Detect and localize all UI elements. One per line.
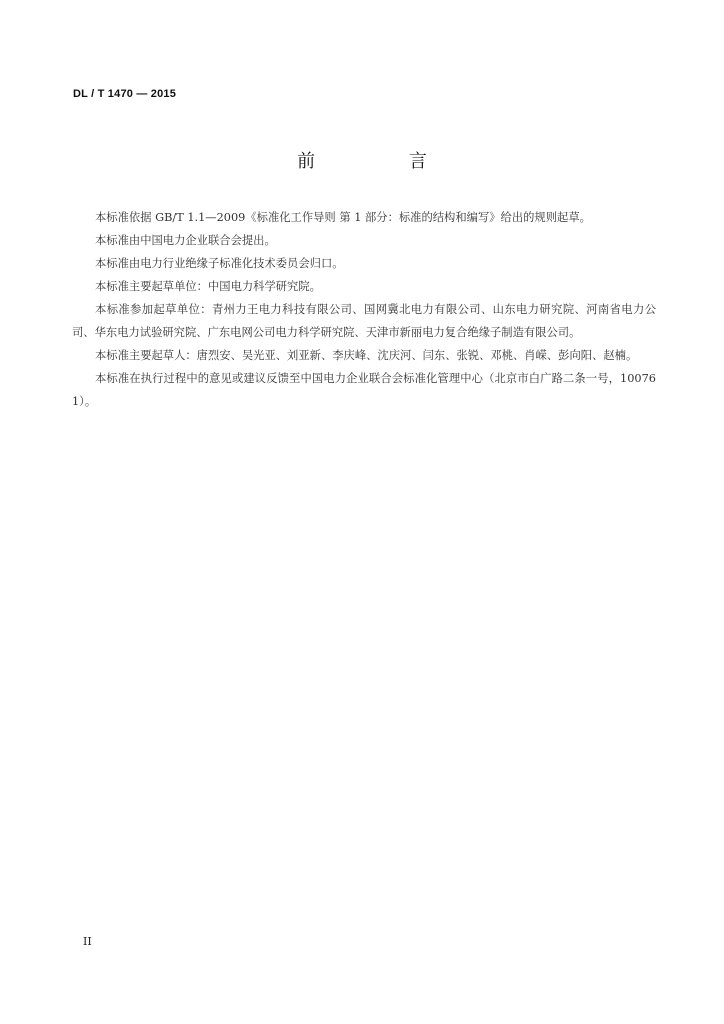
foreword-paragraph-participating-units: 本标准参加起草单位：青州力王电力科技有限公司、国网冀北电力有限公司、山东电力研究院、河南省电力公司、华东电力试验研究院、广东电网公司电力科学研究院、天津市新丽电力复合绝缘子制造有限公司。 [72,303,656,339]
standard-identifier: DL / T 1470 — 2015 [73,88,177,100]
foreword-paragraph-drafting-rules: 本标准依据 GB/T 1.1—2009《标准化工作导则 第 1 部分：标准的结构和编写》给出的规则起草。 [95,211,591,224]
foreword-paragraph-feedback: 本标准在执行过程中的意见或建议反馈至中国电力企业联合会标准化管理中心（北京市白广路二条一号，100761）。 [72,372,656,408]
page-title: 前 言 [297,151,471,172]
foreword-paragraph-main-drafter: 本标准主要起草单位：中国电力科学研究院。 [95,280,321,293]
foreword-paragraph-proposer: 本标准由中国电力企业联合会提出。 [95,234,276,247]
foreword-paragraph-main-drafters: 本标准主要起草人：唐烈安、吴光亚、刘亚新、李庆峰、沈庆河、闫东、张锐、邓桃、肖嵘、彭向阳、赵楠。 [95,349,638,362]
foreword-paragraph-centralized-unit: 本标准由电力行业绝缘子标准化技术委员会归口。 [95,257,344,270]
page-number: II [83,935,92,948]
foreword-body [72,206,656,413]
